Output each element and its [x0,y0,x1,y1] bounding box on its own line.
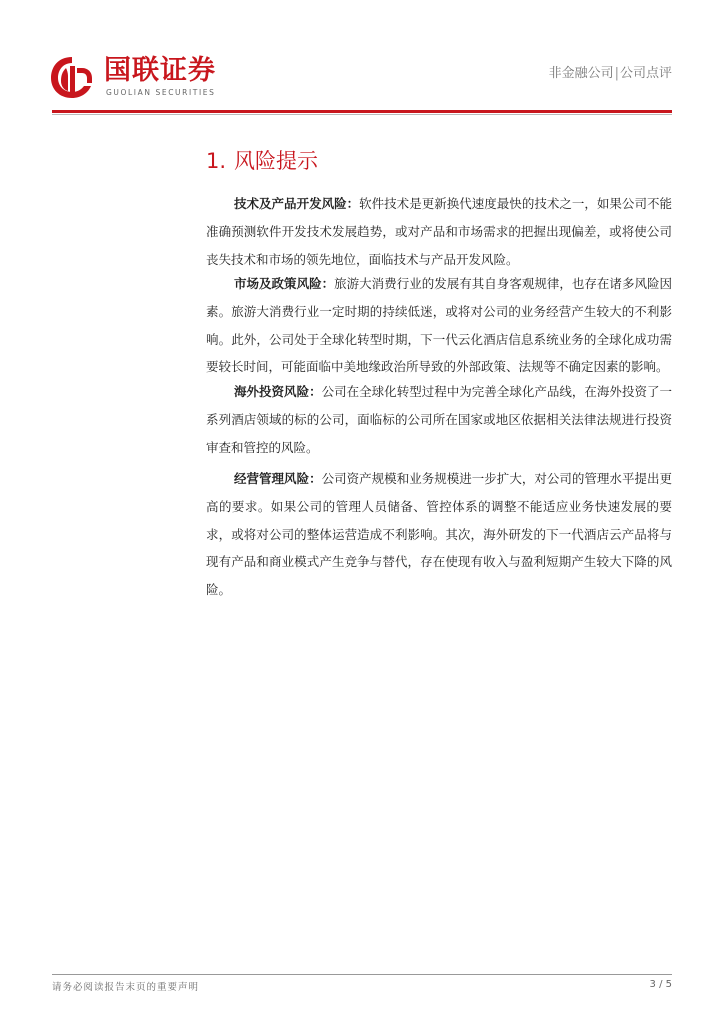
section-title: 风险提示 [234,149,319,173]
page-header [0,0,724,116]
header-divider-red [52,110,672,113]
section-heading [206,146,318,176]
paragraph-text: 公司在全球化转型过程中为完善全球化产品线，在海外投资了一系列酒店领域的标的公司，面临标的公司所在国家或地区依据相关法律法规进行投资审查和管控的风险。 [206,384,672,455]
guolian-logo-icon [48,54,96,100]
paragraph-text: 公司资产规模和业务规模进一步扩大，对公司的管理水平提出更高的要求。如果公司的管理人员储备、管控体系的调整不能适应业务快速发展的要求，或将对公司的整体运营造成不利影响。其次，海外研发的下一代酒店云产品将与现有产品和商业模式产生竞争与替代，存在使现有收入与盈利短期产生较大下降的风险。 [206,471,672,598]
paragraph-market-risk [206,270,672,381]
paragraph-overseas-risk [206,378,672,461]
paragraph-management-risk [206,465,672,604]
section-number: 1. [206,149,227,173]
brand-name-cn: 国联证券 [104,55,216,86]
report-type-label: 公司点评 [619,66,672,81]
category-label: 非金融公司 [548,66,614,81]
header-divider-gray [52,114,672,115]
paragraph-lead: 技术及产品开发风险： [234,196,360,211]
paragraph-lead: 海外投资风险： [234,384,322,399]
paragraph-lead: 经营管理风险： [234,471,322,486]
footer-disclaimer: 请务必阅读报告末页的重要声明 [52,982,200,993]
paragraph-tech-risk [206,190,672,273]
report-category [549,62,672,81]
paragraph-text: 旅游大消费行业的发展有其自身客观规律，也存在诸多风险因素。旅游大消费行业一定时期的持续低迷，或将对公司的业务经营产生较大的不利影响。此外，公司处于全球化转型时期，下一代云化酒店信息系统业务的全球化成功需要较长时间，可能面临中美地缘政治所导致的外部政策、法规等不确定因素的影响。 [206,276,672,375]
footer-divider [52,974,672,975]
paragraph-text: 软件技术是更新换代速度最快的技术之一，如果公司不能准确预测软件开发技术发展趋势，或对产品和市场需求的把握出现偏差，或将使公司丧失技术和市场的领先地位，面临技术与产品开发风险。 [206,196,672,267]
paragraph-lead: 市场及政策风险： [234,276,335,291]
brand-name-en: GUOLIAN SECURITIES [106,88,216,97]
category-separator: | [614,66,619,81]
page-number: 3 / 5 [649,979,672,990]
